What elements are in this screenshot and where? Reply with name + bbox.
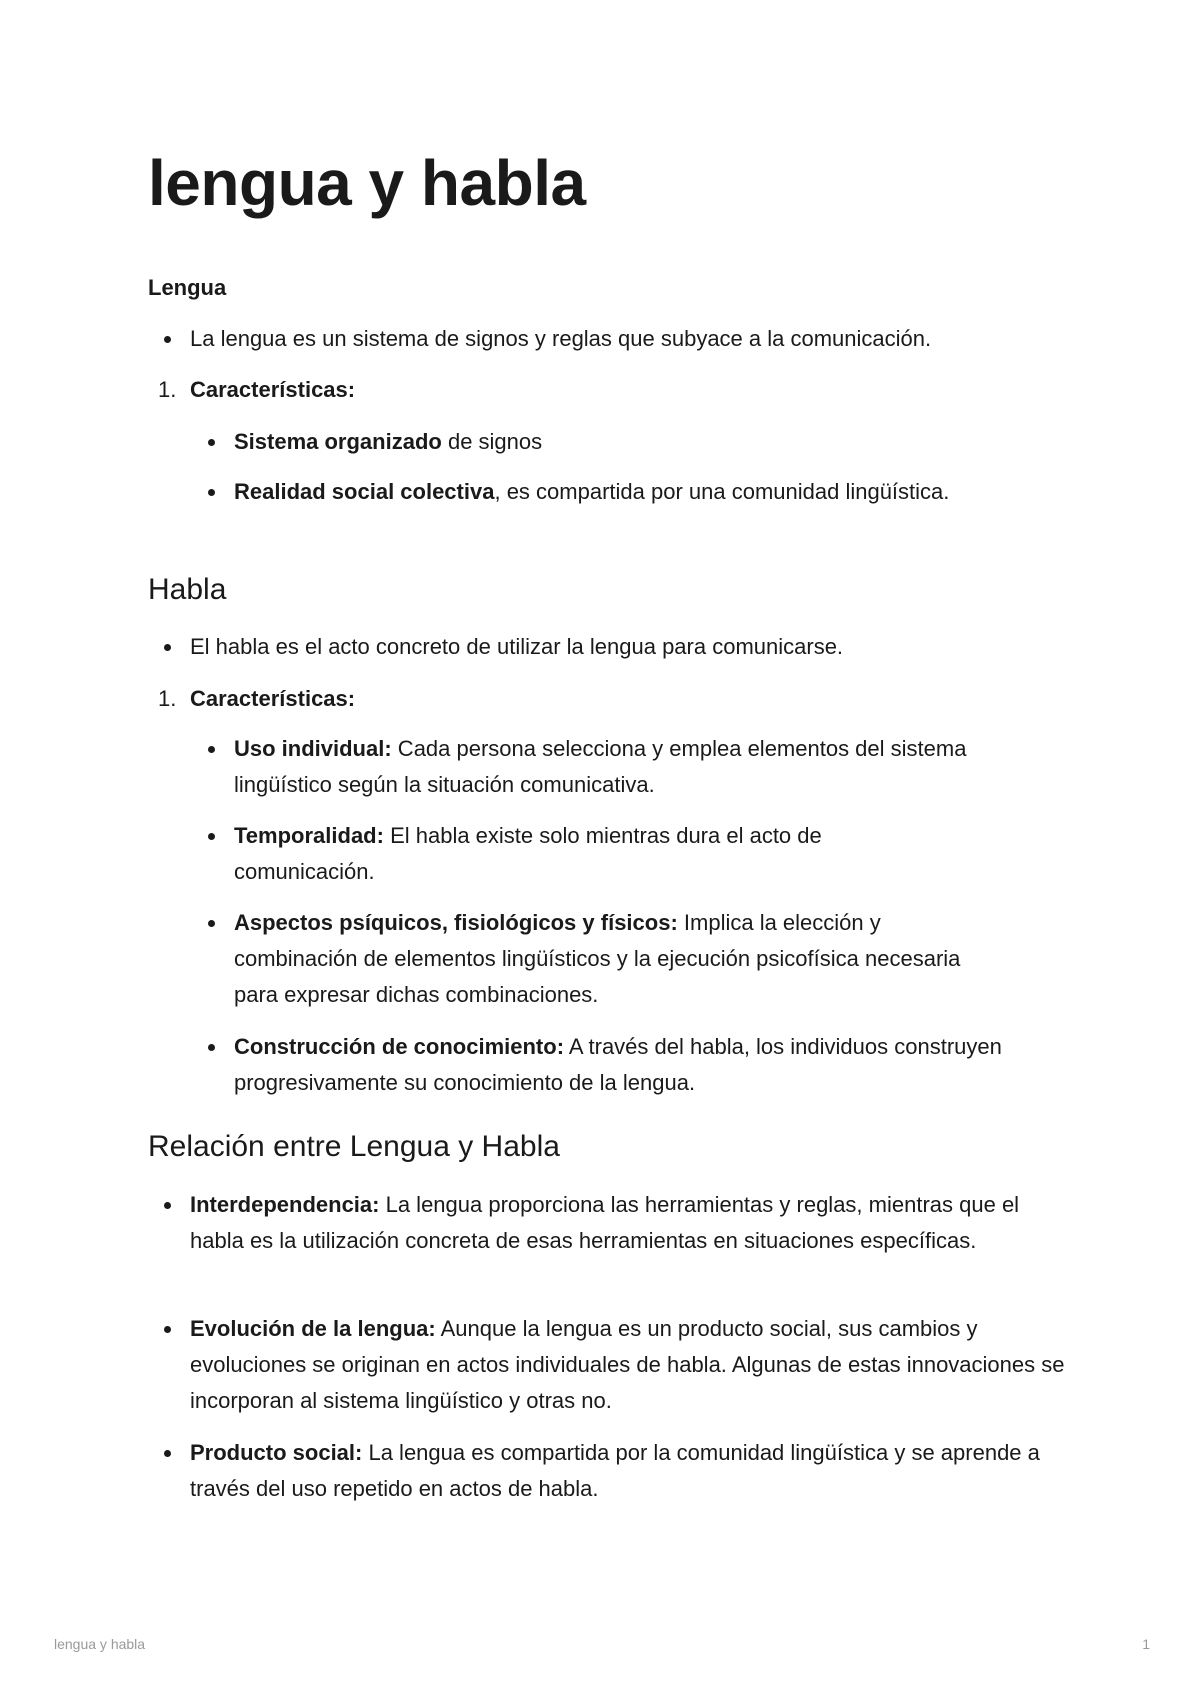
item-text: , es compartida por una comunidad lingüística. bbox=[494, 479, 950, 504]
item-bold: Aspectos psíquicos, fisiológicos y físicos: bbox=[234, 910, 678, 935]
item-bold: Evolución de la lengua: bbox=[190, 1316, 436, 1341]
list-item bbox=[234, 474, 954, 510]
list-item bbox=[234, 424, 1054, 460]
item-bold: Realidad social colectiva bbox=[234, 479, 495, 504]
item-text: Implica la elección y combinación de elementos lingüísticos y la ejecución psicofísica necesaria para expresar dichas combinaciones. bbox=[234, 910, 961, 1007]
item-text: Cada persona selecciona y emplea elementos del sistema lingüístico según la situación comunicativa. bbox=[234, 736, 967, 797]
page-title: lengua y habla bbox=[148, 147, 586, 219]
item-bold: Interdependencia: bbox=[190, 1192, 380, 1217]
item-text: El habla existe solo mientras dura el acto de comunicación. bbox=[234, 823, 822, 884]
item-bold: Sistema organizado bbox=[234, 429, 442, 454]
characteristics-label: Características: bbox=[190, 686, 356, 711]
list-number: 1. bbox=[158, 377, 177, 402]
list-item bbox=[190, 1187, 1040, 1259]
lengua-intro: La lengua es un sistema de signos y reglas que subyace a la comunicación. bbox=[190, 326, 932, 351]
footer-page-number: 1 bbox=[1142, 1636, 1150, 1652]
list-item bbox=[234, 905, 1004, 1013]
list-item bbox=[158, 681, 1070, 717]
item-bold: Construcción de conocimiento: bbox=[234, 1034, 565, 1059]
habla-intro: El habla es el acto concreto de utilizar la lengua para comunicarse. bbox=[190, 634, 844, 659]
item-bold: Producto social: bbox=[190, 1440, 363, 1465]
item-text: La lengua proporciona las herramientas y reglas, mientras que el habla es la utilización concreta de esas herramientas en situaciones específicas. bbox=[190, 1192, 1020, 1253]
section-heading-relacion: Relación entre Lengua y Habla bbox=[148, 1130, 560, 1163]
list-item bbox=[190, 1435, 1070, 1507]
section-heading-lengua: Lengua bbox=[148, 275, 227, 300]
footer-doc-name: lengua y habla bbox=[54, 1636, 146, 1652]
list-item bbox=[190, 629, 1070, 665]
list-number: 1. bbox=[158, 686, 177, 711]
item-text: La lengua es compartida por la comunidad lingüística y se aprende a través del uso repetido en actos de habla. bbox=[190, 1440, 1040, 1501]
characteristics-label: Características: bbox=[190, 377, 356, 402]
item-text: Aunque la lengua es un producto social, sus cambios y evoluciones se originan en actos individuales de habla. Algunas de estas innovaciones se incorporan al sistema lingüístico y otras no. bbox=[190, 1316, 1065, 1413]
list-item bbox=[234, 731, 994, 803]
item-text: A través del habla, los individuos construyen progresivamente su conocimiento de la lengua. bbox=[234, 1034, 1002, 1095]
item-text: de signos bbox=[441, 429, 543, 454]
list-item bbox=[190, 321, 1070, 357]
list-item bbox=[234, 818, 954, 890]
list-item bbox=[190, 1311, 1070, 1419]
item-bold: Uso individual: bbox=[234, 736, 392, 761]
item-bold: Temporalidad: bbox=[234, 823, 384, 848]
list-item bbox=[234, 1029, 1004, 1101]
section-heading-habla: Habla bbox=[148, 573, 227, 606]
list-item bbox=[158, 372, 1070, 408]
